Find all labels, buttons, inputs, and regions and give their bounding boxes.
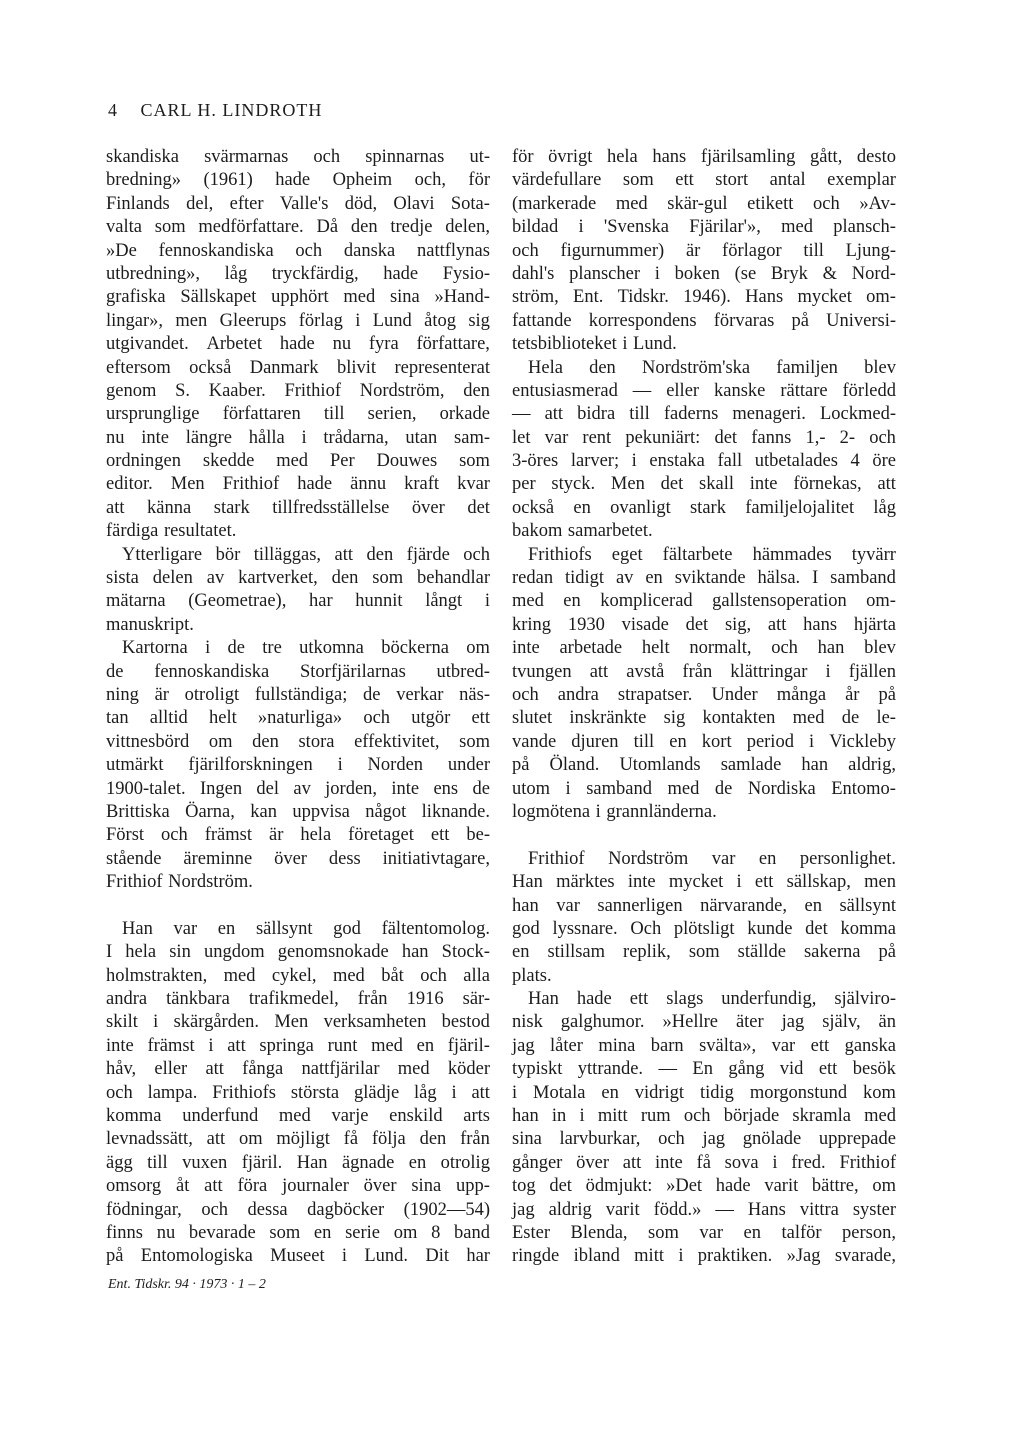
text-line: entusiasmerad — eller kanske rättare förledd bbox=[512, 380, 896, 401]
text-line: valta som medförfattare. Då den tredje delen, bbox=[106, 217, 490, 238]
text-line: inte arbetade helt normalt, och han blev bbox=[512, 638, 896, 659]
text-line: 3-öres larver; i enstaka fall utbetalades 4 öre bbox=[512, 451, 896, 472]
text-line: editor. Men Frithiof hade ännu kraft kvar bbox=[106, 474, 490, 495]
text-line: utbredning», låg tryckfärdig, hade Fysio- bbox=[106, 263, 490, 284]
text-line: omsorg åt att föra journaler över sina upp- bbox=[106, 1176, 490, 1197]
text-line: holmstrakten, med cykel, med båt och alla bbox=[106, 965, 490, 986]
text-line: (markerade med skär-gul etikett och »Av- bbox=[512, 193, 896, 214]
text-line: per styck. Men det skall inte förnekas, att bbox=[512, 474, 896, 495]
text-line: »De fennoskandiska och danska nattflynas bbox=[106, 240, 490, 261]
text-line: stående äreminne över dess initiativtagare, bbox=[106, 848, 490, 869]
text-line: grafiska Sällskapet upphört med sina »Hand- bbox=[106, 287, 490, 308]
text-line: Kartorna i de tre utkomna böckerna om bbox=[122, 638, 490, 659]
text-line: komma underfund med varje enskild arts bbox=[106, 1106, 490, 1127]
text-line: logmötena i grannländerna. bbox=[512, 801, 717, 822]
text-line: födningar, och dessa dagböcker (1902—54) bbox=[106, 1199, 490, 1220]
text-line: skilt i skärgården. Men verksamheten bestod bbox=[106, 1012, 490, 1033]
left-text-column bbox=[106, 146, 490, 1269]
paragraph-gap bbox=[512, 824, 896, 847]
text-line: utgivandet. Arbetet hade nu fyra författare, bbox=[106, 334, 490, 355]
text-line: inte främst i att springa runt med en fjäril- bbox=[106, 1035, 490, 1056]
text-line: ning är otroligt fullständiga; de verkar näs- bbox=[106, 684, 490, 705]
journal-citation-footer: Ent. Tidskr. 94 · 1973 · 1 – 2 bbox=[108, 1277, 266, 1292]
text-line: att känna stark tillfredsställelse över det bbox=[106, 497, 490, 518]
text-line: för övrigt hela hans fjärilsamling gått, desto bbox=[512, 147, 896, 167]
text-line: och andra strapatser. Under många år på bbox=[512, 684, 896, 705]
text-line: tvungen att avstå från klättringar i fjällen bbox=[512, 661, 896, 682]
text-line: Hela den Nordström'ska familjen blev bbox=[528, 357, 896, 378]
text-line: Först och främst är hela företaget ett be- bbox=[106, 825, 490, 846]
running-head-author: CARL H. LINDROTH bbox=[140, 100, 323, 120]
text-line: bakom samarbetet. bbox=[512, 521, 653, 542]
text-line: på Entomologiska Museet i Lund. Dit har bbox=[106, 1246, 490, 1267]
text-line: sista delen av kartverket, den som behandlar bbox=[106, 568, 490, 589]
text-line: en stillsam replik, som ställde sakerna på bbox=[512, 942, 896, 963]
text-line: och figurnummer) är förlagor till Ljung- bbox=[512, 240, 896, 261]
text-line: plats. bbox=[512, 965, 552, 986]
text-line: eftersom också Danmark blivit representerat bbox=[106, 357, 490, 378]
text-line: tetsbiblioteket i Lund. bbox=[512, 334, 677, 355]
text-line: dahl's planscher i boken (se Bryk & Nord- bbox=[512, 263, 896, 284]
text-line: Frithiof Nordström var en personlighet. bbox=[528, 848, 896, 869]
text-line: Ester Blenda, som var en talför person, bbox=[512, 1222, 896, 1243]
text-line: god lyssnare. Och plötsligt kunde det komma bbox=[512, 918, 896, 939]
text-line: håv, eller att fånga nattfjärilar med köder bbox=[106, 1059, 490, 1080]
text-line: bildad i 'Svenska Fjärilar'», med plansch- bbox=[512, 217, 896, 238]
text-line: Ytterligare bör tilläggas, att den fjärde och bbox=[122, 544, 490, 565]
running-header bbox=[108, 100, 322, 121]
right-text-column bbox=[512, 146, 896, 1269]
text-line: let var rent pekuniärt: det fanns 1,- 2- och bbox=[512, 427, 896, 448]
text-line: också en ovanligt stark familjelojalitet låg bbox=[512, 497, 896, 518]
text-line: redan tidigt av en sviktande hälsa. I samband bbox=[512, 568, 896, 589]
text-line: — att bidra till faderns menageri. Lockmed- bbox=[512, 404, 896, 425]
text-line: andra tänkbara trafikmedel, från 1916 sär- bbox=[106, 989, 490, 1010]
page-number: 4 bbox=[108, 100, 118, 120]
text-line: utom i samband med de Nordiska Entomo- bbox=[512, 778, 896, 799]
text-line: sina larvburkar, och jag gnölade upprepade bbox=[512, 1129, 896, 1150]
text-line: typiskt yttrande. — En gång vid ett besök bbox=[512, 1059, 896, 1080]
text-line: på Öland. Utomlands samlade han aldrig, bbox=[512, 755, 896, 776]
text-line: gånger över att inte få sova i fred. Frithiof bbox=[512, 1152, 896, 1173]
text-line: och lampa. Frithiofs största glädje låg i att bbox=[106, 1082, 490, 1103]
text-line: lingar», men Gleerups förlag i Lund åtog sig bbox=[106, 310, 490, 331]
text-line: mätarna (Geometrae), har hunnit långt i bbox=[106, 591, 490, 612]
text-line: Finlands del, efter Valle's död, Olavi Sota- bbox=[106, 193, 490, 214]
text-line: nisk galghumor. »Hellre äter jag själv, än bbox=[512, 1012, 896, 1033]
text-line: i Motala en vidrigt tidig morgonstund kom bbox=[512, 1082, 896, 1103]
text-line: slutet inskränkte sig kontakten med de le- bbox=[512, 708, 896, 729]
text-line: med en komplicerad gallstensoperation om- bbox=[512, 591, 896, 612]
text-line: tan alltid helt »naturliga» och utgör ett bbox=[106, 708, 490, 729]
text-line: Frithiof Nordström. bbox=[106, 872, 253, 893]
text-line: ström, Ent. Tidskr. 1946). Hans mycket om- bbox=[512, 287, 896, 308]
text-line: fattande korrespondens förvaras på Universi- bbox=[512, 310, 896, 331]
text-line: nu inte längre hålla i trådarna, utan sam- bbox=[106, 427, 490, 448]
paragraph-gap bbox=[106, 895, 490, 918]
text-line: jag aldrig varit född.» — Hans vittra syster bbox=[512, 1199, 896, 1220]
text-line: finns nu bevarade som en serie om 8 band bbox=[106, 1222, 490, 1243]
text-line: Han var en sällsynt god fältentomolog. bbox=[122, 918, 490, 939]
text-line: tog det ödmjukt: »Det hade varit bättre, om bbox=[512, 1176, 896, 1197]
text-line: Han hade ett slags underfundig, själviro- bbox=[528, 989, 896, 1010]
text-line: de fennoskandiska Storfjärilarnas utbred- bbox=[106, 661, 490, 682]
text-line: genom S. Kaaber. Frithiof Nordström, den bbox=[106, 380, 490, 401]
text-line: ägg till vuxen fjäril. Han ägnade en otrolig bbox=[106, 1152, 490, 1173]
text-line: färdiga resultatet. bbox=[106, 521, 237, 542]
text-line: Brittiska Öarna, kan uppvisa något liknande. bbox=[106, 801, 490, 822]
text-line: manuskript. bbox=[106, 614, 194, 635]
text-line: ursprunglige författaren till serien, orkade bbox=[106, 404, 490, 425]
text-line: levnadssätt, att om möjligt få följa den från bbox=[106, 1129, 490, 1150]
text-line: ordningen skedde med Per Douwes som bbox=[106, 451, 490, 472]
text-line: Han märktes inte mycket i ett sällskap, men bbox=[512, 872, 896, 893]
text-line: bredning» (1961) hade Opheim och, för bbox=[106, 170, 490, 191]
text-line: utmärkt fjärilforskningen i Norden under bbox=[106, 755, 490, 776]
text-line: vande djuren till en kort period i Vickleby bbox=[512, 731, 896, 752]
text-line: han var sannerligen närvarande, en sällsynt bbox=[512, 895, 896, 916]
text-line: Frithiofs eget fältarbete hämmades tyvärr bbox=[528, 544, 896, 565]
text-line: vittnesbörd om den stora effektivitet, som bbox=[106, 731, 490, 752]
text-line: han in i mitt rum och började skramla med bbox=[512, 1106, 896, 1127]
text-line: kring 1930 visade det sig, att hans hjärta bbox=[512, 614, 896, 635]
text-line: ringde ibland mitt i praktiken. »Jag svarade, bbox=[512, 1246, 896, 1267]
text-line: värdefullare som ett stort antal exemplar bbox=[512, 170, 896, 191]
text-line: jag låter mina barn svälta», var ett ganska bbox=[512, 1035, 896, 1056]
text-line: I hela sin ungdom genomsnokade han Stock- bbox=[106, 942, 490, 963]
text-line: skandiska svärmarnas och spinnarnas ut- bbox=[106, 147, 490, 167]
text-line: 1900-talet. Ingen del av jorden, inte ens de bbox=[106, 778, 490, 799]
